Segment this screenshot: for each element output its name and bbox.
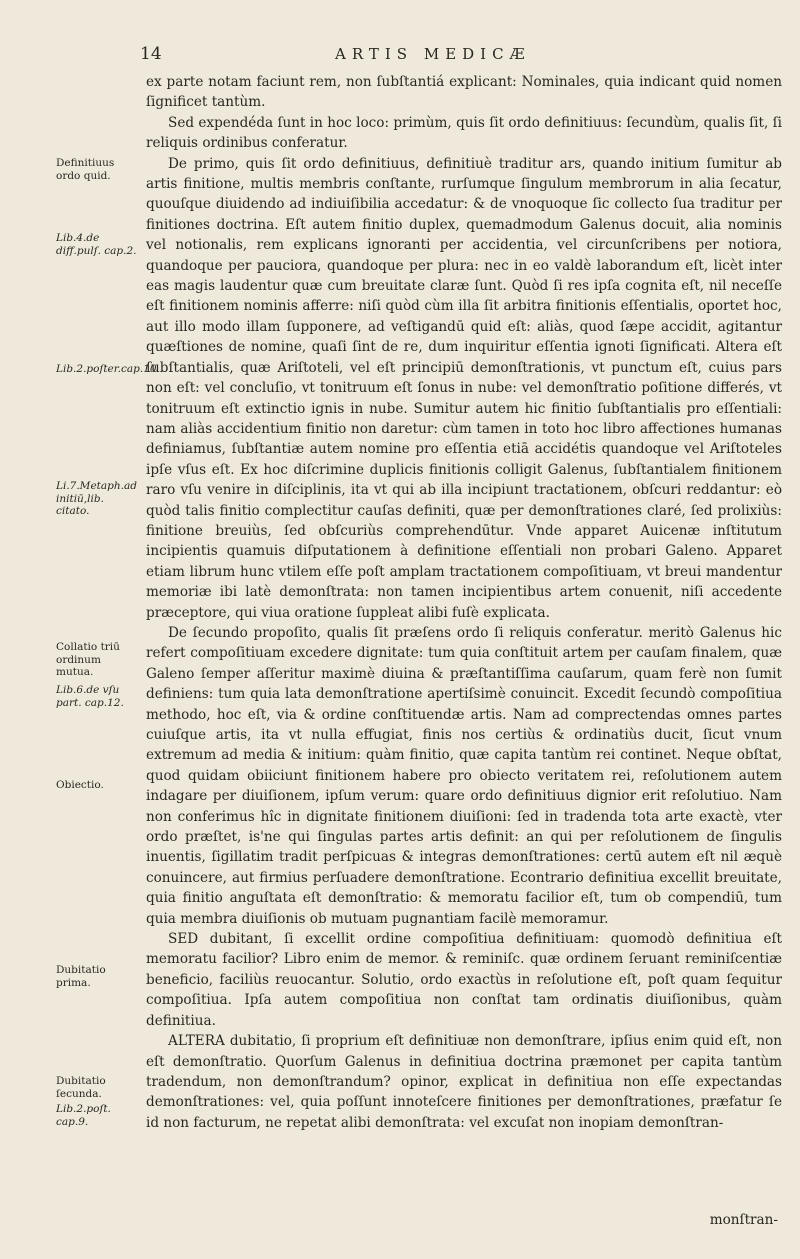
margin-note-reference-diff-puls: Lib.4.de diff.pulſ. cap.2. — [56, 232, 137, 257]
margin-note-comparison: Collatio triū ordinum mutua. — [56, 641, 120, 678]
running-title: ARTIS MEDICÆ — [335, 45, 531, 63]
paragraph-first-doubt: SED dubitant, ſi excellit ordine compoſitiua definitiuam: quomodò definitiua eſt memoratu facilior? Libro enim de memor. & reminiſc. quæ ordinem ſeruant reminiſcentiæ beneficio, faciliùs reuocantur. Solutio, ordo exactùs in reſolutione eſt, poſt quam ſequitur compoſitiua. Ipſa autem compoſitiua non conſtat tam ordinatis diuiſionibus, quàm definitiua. — [146, 931, 782, 1029]
page-header — [140, 44, 780, 70]
page-number: 14 — [140, 44, 162, 64]
paragraph-comparison: De ſecundo propoſito, qualis ſit præſens ordo ſi reliquis conferatur. meritò Galenus hic refert compoſitiuam excedere dignitate: tum quia conſtituit artem per cauſam finalem, quæ Galeno ſemper aſſeritur maximè diuina & præſtantiſſima cauſarum, quam ferè non ſumit definiens: tum quia lata demonſtratione apertiſsimè conuincit. Excedit ſecundò compoſitiua methodo, hoc eſt, via & ordine conſtituendæ artis. Nam ad comprectendas omnes partes cuiuſque artis, ita vt nulla effugiat, finis nos certiùs & ordinatiùs ducit, ſicut vnum extremum ad media & initium: quàm finitio, quæ capita tantùm rei continet. Neque obſtat, quod quidam obiiciunt finitionem habere pro obiecto veritatem rei, reſolutionem autem indagare per diuiſionem, ipſum verum: quare ordo definitiuus dignior erit reſolutiuo. Nam non conferimus hîc in dignitate finitionem diuiſioni: ſed in tradenda tota arte exactè, vter ordo præſtet, is'ne qui ſingulas partes artis definit: an qui per reſolutionem de ſingulis inuentis, ſigillatim tradit perſpicuas & integras demonſtrationes: certū autem eſt nil æquè conuincere, aut firmius perſuadere demonſtratione. Econtrario definitiua excellit breuitate, quia finitio anguſtata eſt demonſtratio: & memoratu facilior eſt, tum ob compendiū, tum quia membra diuiſionis ob mutuam pugnantiam facilè memoramur. — [146, 624, 782, 927]
paragraph-second-doubt: ALTERA dubitatio, ſi proprium eſt definitiuæ non demonſtrare, ipſius enim quid eſt, non eſt demonſtratio. Quorſum Galenus in definitiua doctrina præmonet per capita tantùm tradendum, non demonſtrandum? opinor, explicat in definitiua non eſſe expectandas demonſtrationes: vel, quia poſſunt innoteſcere finitiones per demonſtrationes, præfatur ſe id non facturum, ne repetat alibi demonſtrata: vel excuſat non inopiam demonſtran- — [146, 1033, 782, 1131]
paragraph-agenda: Sed expendéda ſunt in hoc loco: primùm, quis ſit ordo definitiuus: ſecundùm, qualis ſit, ſi reliquis ordinibus conferatur. — [146, 114, 782, 152]
margin-note-reference-poster: Lib.2.poſter.cap.10 — [56, 363, 157, 375]
margin-note-objection: Obiectio. — [56, 779, 104, 791]
catchword: monſtran- — [709, 1212, 778, 1228]
margin-note-definitive-order: Definitiuus ordo quid. — [56, 157, 115, 182]
margin-note-second-doubt: Dubitatio ſecunda. — [56, 1075, 106, 1100]
paragraph-continuation: ex parte notam faciunt rem, non ſubſtantiá explicant: Nominales, quia indicant quid nomen ſignificet tantùm. — [146, 74, 782, 111]
margin-note-reference-usu-part: Lib.6.de vſu part. cap.12. — [56, 684, 124, 709]
main-text-column — [146, 72, 782, 1133]
paragraph-definitive-order: De primo, quis ſit ordo definitiuus, definitiuè traditur ars, quando initium ſumitur ab artis finitione, multis membris conſtante, rurſumque ſingulum membrorum in alia ſecatur, quouſque diuidendo ad indiuiſibilia accedatur: & de vnoquoque ſic collecto ſua traditur per finitiones doctrina. Eſt autem finitio duplex, quemadmodum Galenus docuit, alia nominis vel notionalis, rem explicans ignoranti per accidentia, vel circunſcribens per notiora, quandoque per pauciora, quandoque per plura: nec in eo valdè laborandum eſt, licèt inter eas magis laudentur quæ cum breuitate claræ ſunt. Quòd ſi res ipſa cognita eſt, nil neceſſe eſt finitionem nominis afferre: niſi quòd cùm illa ſit arbitra finitionis eſſentialis, oportet hoc, aut illo modo illam ſupponere, ad veſtigandū quid eſt: aliàs, quod ſæpe accidit, agitantur quæſtiones de nomine, quaſi ſint de re, dum inquiritur eſſentia ignoti ſignificati. Altera eſt ſubſtantialis, quæ Ariſtoteli, vel eſt principiū demonſtrationis, vt punctum eſt, cuius pars non eſt: vel concluſio, vt tonitruum eſt ſonus in nube: vel demonſtratio poſitione differés, vt tonitruum eſt extinctio ignis in nube. Sumitur autem hic finitio ſubſtantialis pro eſſentiali: nam aliàs accidentium finitio non daretur: cùm tamen in toto hoc libro affectiones humanas definiamus, ſubſtantiæ autem nomine pro eſſentia etiā accidétis quandoque vel Ariſtoteles ipſe vſus eſt. Ex hoc diſcrimine duplicis finitionis colligit Galenus, ſubſtantialem finitionem raro vſu venire in diſciplinis, ita vt qui ab illa incipiunt tractationem, obſcuri reddantur: eò quòd talis finitio complectitur cauſas definiti, quæ per demonſtrationes claré, ſed prolixiùs: finitione breuiùs, ſed obſcuriùs comprehendūtur. Vnde apparet Auicenæ inſtitutum incipientis quamuis diſputationem à definitione eſſentiali non probari Galeno. Apparet etiam librum hunc vtilem eſſe poſt amplam tractationem compoſitiuam, vt breui mandentur memoriæ ibi latè demonſtrata: non tamen incipientibus artem conuenit, niſi accedente præceptore, qui viua oratione ſuppleat alibi fuſè explicata. — [146, 155, 782, 621]
margin-note-reference-post: Lib.2.poſt. cap.9. — [56, 1103, 111, 1128]
margin-note-reference-metaph: Li.7.Metaph.ad initiū,lib. citato. — [56, 480, 137, 517]
margin-note-first-doubt: Dubitatio prima. — [56, 964, 106, 989]
